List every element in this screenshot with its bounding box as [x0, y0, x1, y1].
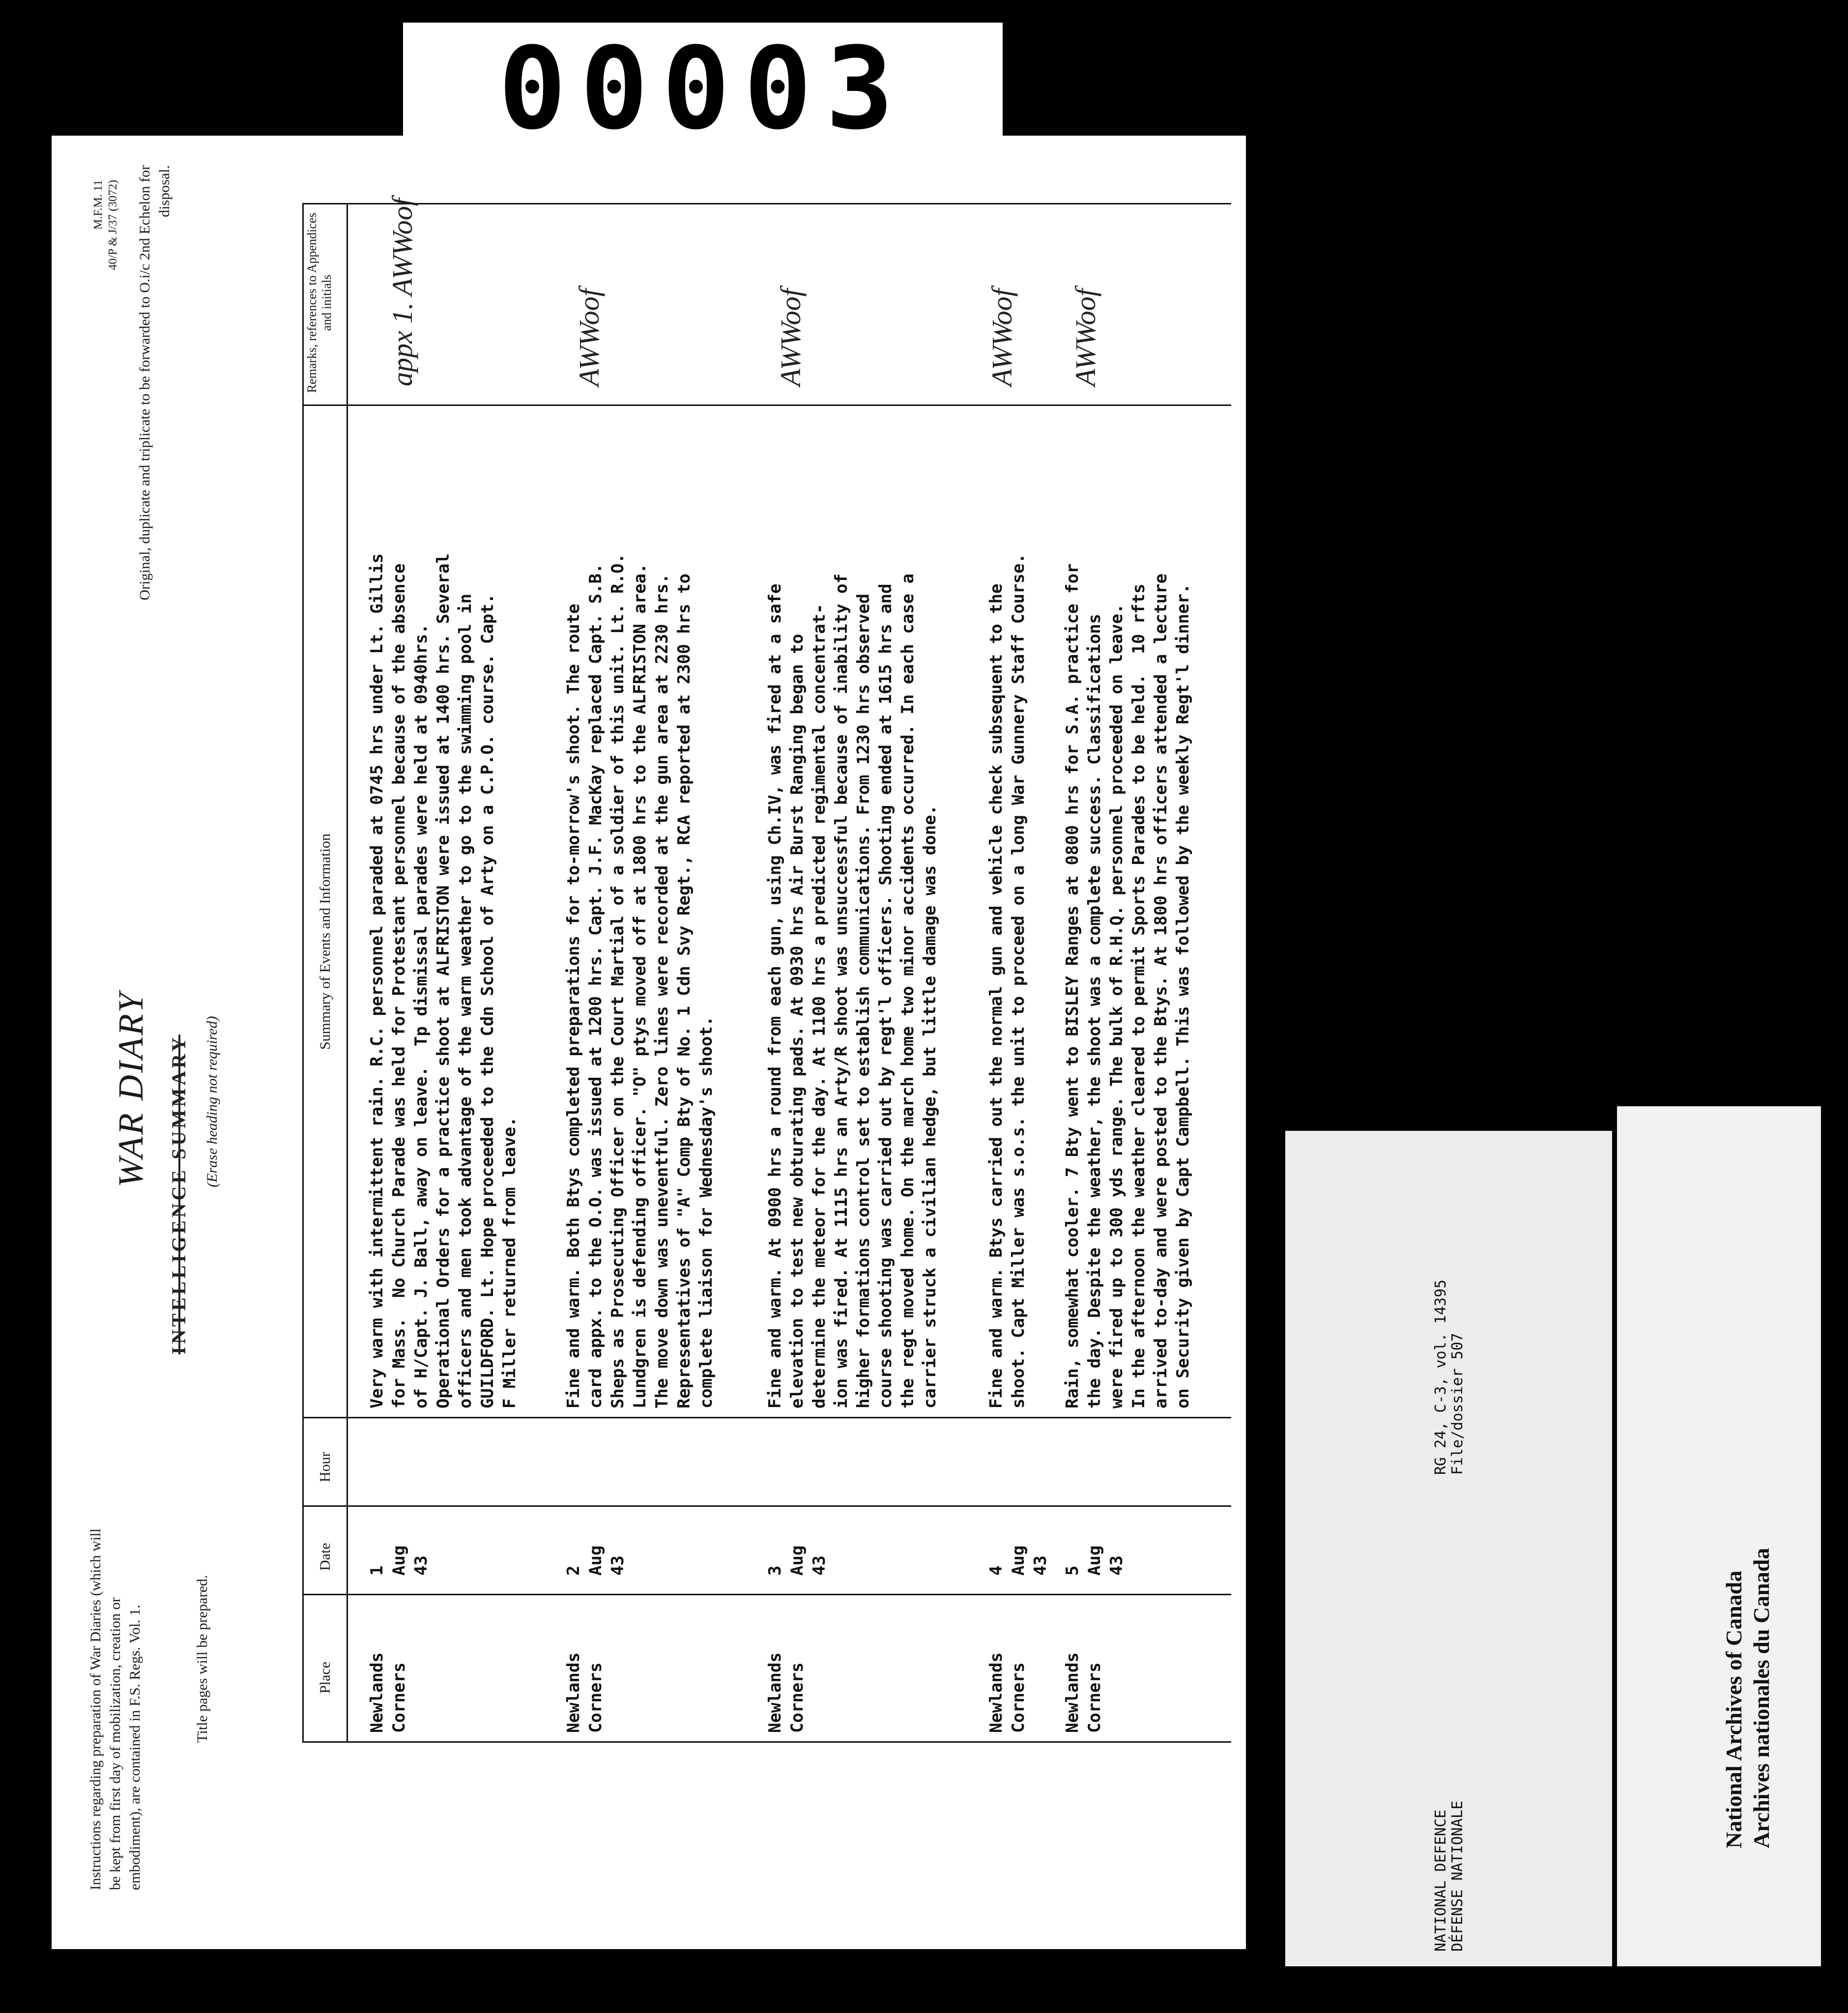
heading-note: (Erase heading not required)	[204, 1016, 220, 1187]
table-top-rule	[302, 204, 304, 1743]
col-rule-place	[302, 1594, 1231, 1595]
entry-place: Newlands Corners	[1063, 1652, 1104, 1733]
title-pages-note: Title pages will be prepared.	[194, 1575, 210, 1743]
column-header-date: Date	[317, 1543, 333, 1571]
form-code: M.F.M. 11 40/P & J/37 (3072)	[92, 180, 119, 270]
entry-place: Newlands Corners	[986, 1652, 1028, 1733]
entry-summary: Fine and warm. At 0900 hrs a round from each gun, using Ch.IV, was fired at a safe elevation to test new obturating pads. At 0930 hrs Air Burst Ranging began to determine the meteor for the day. At 1100 hrs a predicted regimental concentrat- ion was fired. At 1115 hrs an Arty/R shoot was unsuccessful because of inability of higher formations control set to establish communications. From 1230 hrs observed course shooting was carried out by regt'l officers. Shooting ended at 1615 hrs and the regt moved home. On the march home two minor accidents occurred. In each case a carrier struck a civilian hedge, but little damage was done.	[765, 574, 940, 1409]
department-label: NATIONAL DEFENCE DÉFENSE NATIONALE	[1432, 1800, 1466, 1952]
distribution-note: Original, duplicate and triplicate to be forwarded to O.i/c 2nd Echelon for disposal.	[137, 165, 173, 601]
war-diary-page	[52, 136, 1246, 1949]
record-group-reference: RG 24, C-3, vol. 14395 File/dossier 507	[1432, 1279, 1466, 1475]
entry-summary: Fine and warm. Btys carried out the normal gun and vehicle check subsequent to the shoot. Capt Miller was s.o.s. the unit to proceed on a long War Gunnery Staff Course.	[986, 553, 1028, 1409]
archive-reference-card	[1285, 1131, 1612, 1966]
entry-remark-initials: appx 1. AWWoof	[386, 198, 418, 386]
column-header-hour: Hour	[317, 1452, 333, 1482]
form-instructions: Instructions regarding preparation of War Diaries (which will be kept from first day of mobilization, creation or embodiment), are contained in F.S. Regs. Vol. 1.	[87, 1528, 143, 1890]
entry-date: 3 Aug 43	[765, 1545, 829, 1576]
entry-summary: Fine and warm. Both Btys completed preparations for to-morrow's shoot. The route card appx. to the O.O. was issued at 1200 hrs. Capt. J.F. MacKay replaced Capt. S.B. Sheps as Prosecuting Officer on the Court Martial of a soldier of this unit. Lt. R.O. Lundgren is defending officer. "O" ptys moved off at 1800 hrs to the ALFRISTON area. The move down was uneventful. Zero lines were recorded at the gun area at 2230 hrs. Representatives of "A" Comp Bty of No. 1 Cdn Svy Regt., RCA reported at 2300 hrs to complete liaison for Wednesday's shoot.	[564, 553, 716, 1409]
entry-date: 5 Aug 43	[1063, 1545, 1126, 1576]
diary-title: WAR DIARY	[111, 991, 150, 1187]
col-rule-summary	[302, 404, 1231, 406]
entry-summary: Rain, somewhat cooler. 7 Bty went to BISLEY Ranges at 0800 hrs for S.A. practice for the day. Despite the weather, the shoot was a complete success. Classifications were fired up to 300 yds range. The bulk of R.H.Q. personnel proceeded on leave. In the afternoon the weather cleared to permit Sports Parades to be held. 10 rfts arrived to-day and were posted to the Btys. At 1800 hrs officers attended a lecture on Security given by Capt Campbell. This was followed by the weekly Regt'l dinner.	[1063, 563, 1193, 1409]
struck-heading: INTELLIGENCE SUMMARY	[168, 1035, 190, 1354]
entry-summary: Very warm with intermittent rain. R.C. personnel paraded at 0745 hrs under Lt. Gillis for Mass. No Church Parade was held for Protestant personnel because of the absence of H/Capt. J. Ball, away on leave. Tp dismissal parades were held at 0940hrs. Operational Orders for a practice shoot at ALFRISTON were issued at 1400 hrs. Several officers and men took advantage of the warm weather to go to the swimming pool in GUILDFORD. Lt. Hope proceeded to the Cdn School of Arty on a C.P.O. course. Capt. F Miller returned from leave.	[367, 553, 520, 1409]
entry-remark-initials: AWWoof	[986, 288, 1018, 386]
entry-date: 2 Aug 43	[564, 1545, 628, 1576]
table-left-rule	[302, 1741, 1231, 1743]
entry-place: Newlands Corners	[367, 1652, 409, 1733]
col-rule-hour	[302, 1417, 1231, 1418]
table-header-rule	[346, 204, 348, 1743]
entry-date: 1 Aug 43	[367, 1545, 431, 1576]
column-header-summary: Summary of Events and Information	[317, 834, 333, 1050]
entry-place: Newlands Corners	[564, 1652, 606, 1733]
archives-label-card	[1617, 1106, 1821, 1966]
entry-remark-initials: AWWoof	[573, 288, 605, 386]
frame-number-box	[403, 23, 1003, 155]
entry-date: 4 Aug 43	[986, 1545, 1050, 1576]
frame-number: 00003	[498, 23, 908, 155]
entry-remark-initials: AWWoof	[1069, 288, 1101, 386]
entry-place: Newlands Corners	[765, 1652, 807, 1733]
column-header-remarks: Remarks, references to Appendices and initials	[305, 212, 334, 393]
archives-name: National Archives of Canada Archives nationales du Canada	[1721, 1548, 1774, 1848]
col-rule-date	[302, 1505, 1231, 1507]
entry-remark-initials: AWWoof	[775, 288, 807, 386]
column-header-place: Place	[317, 1662, 333, 1694]
